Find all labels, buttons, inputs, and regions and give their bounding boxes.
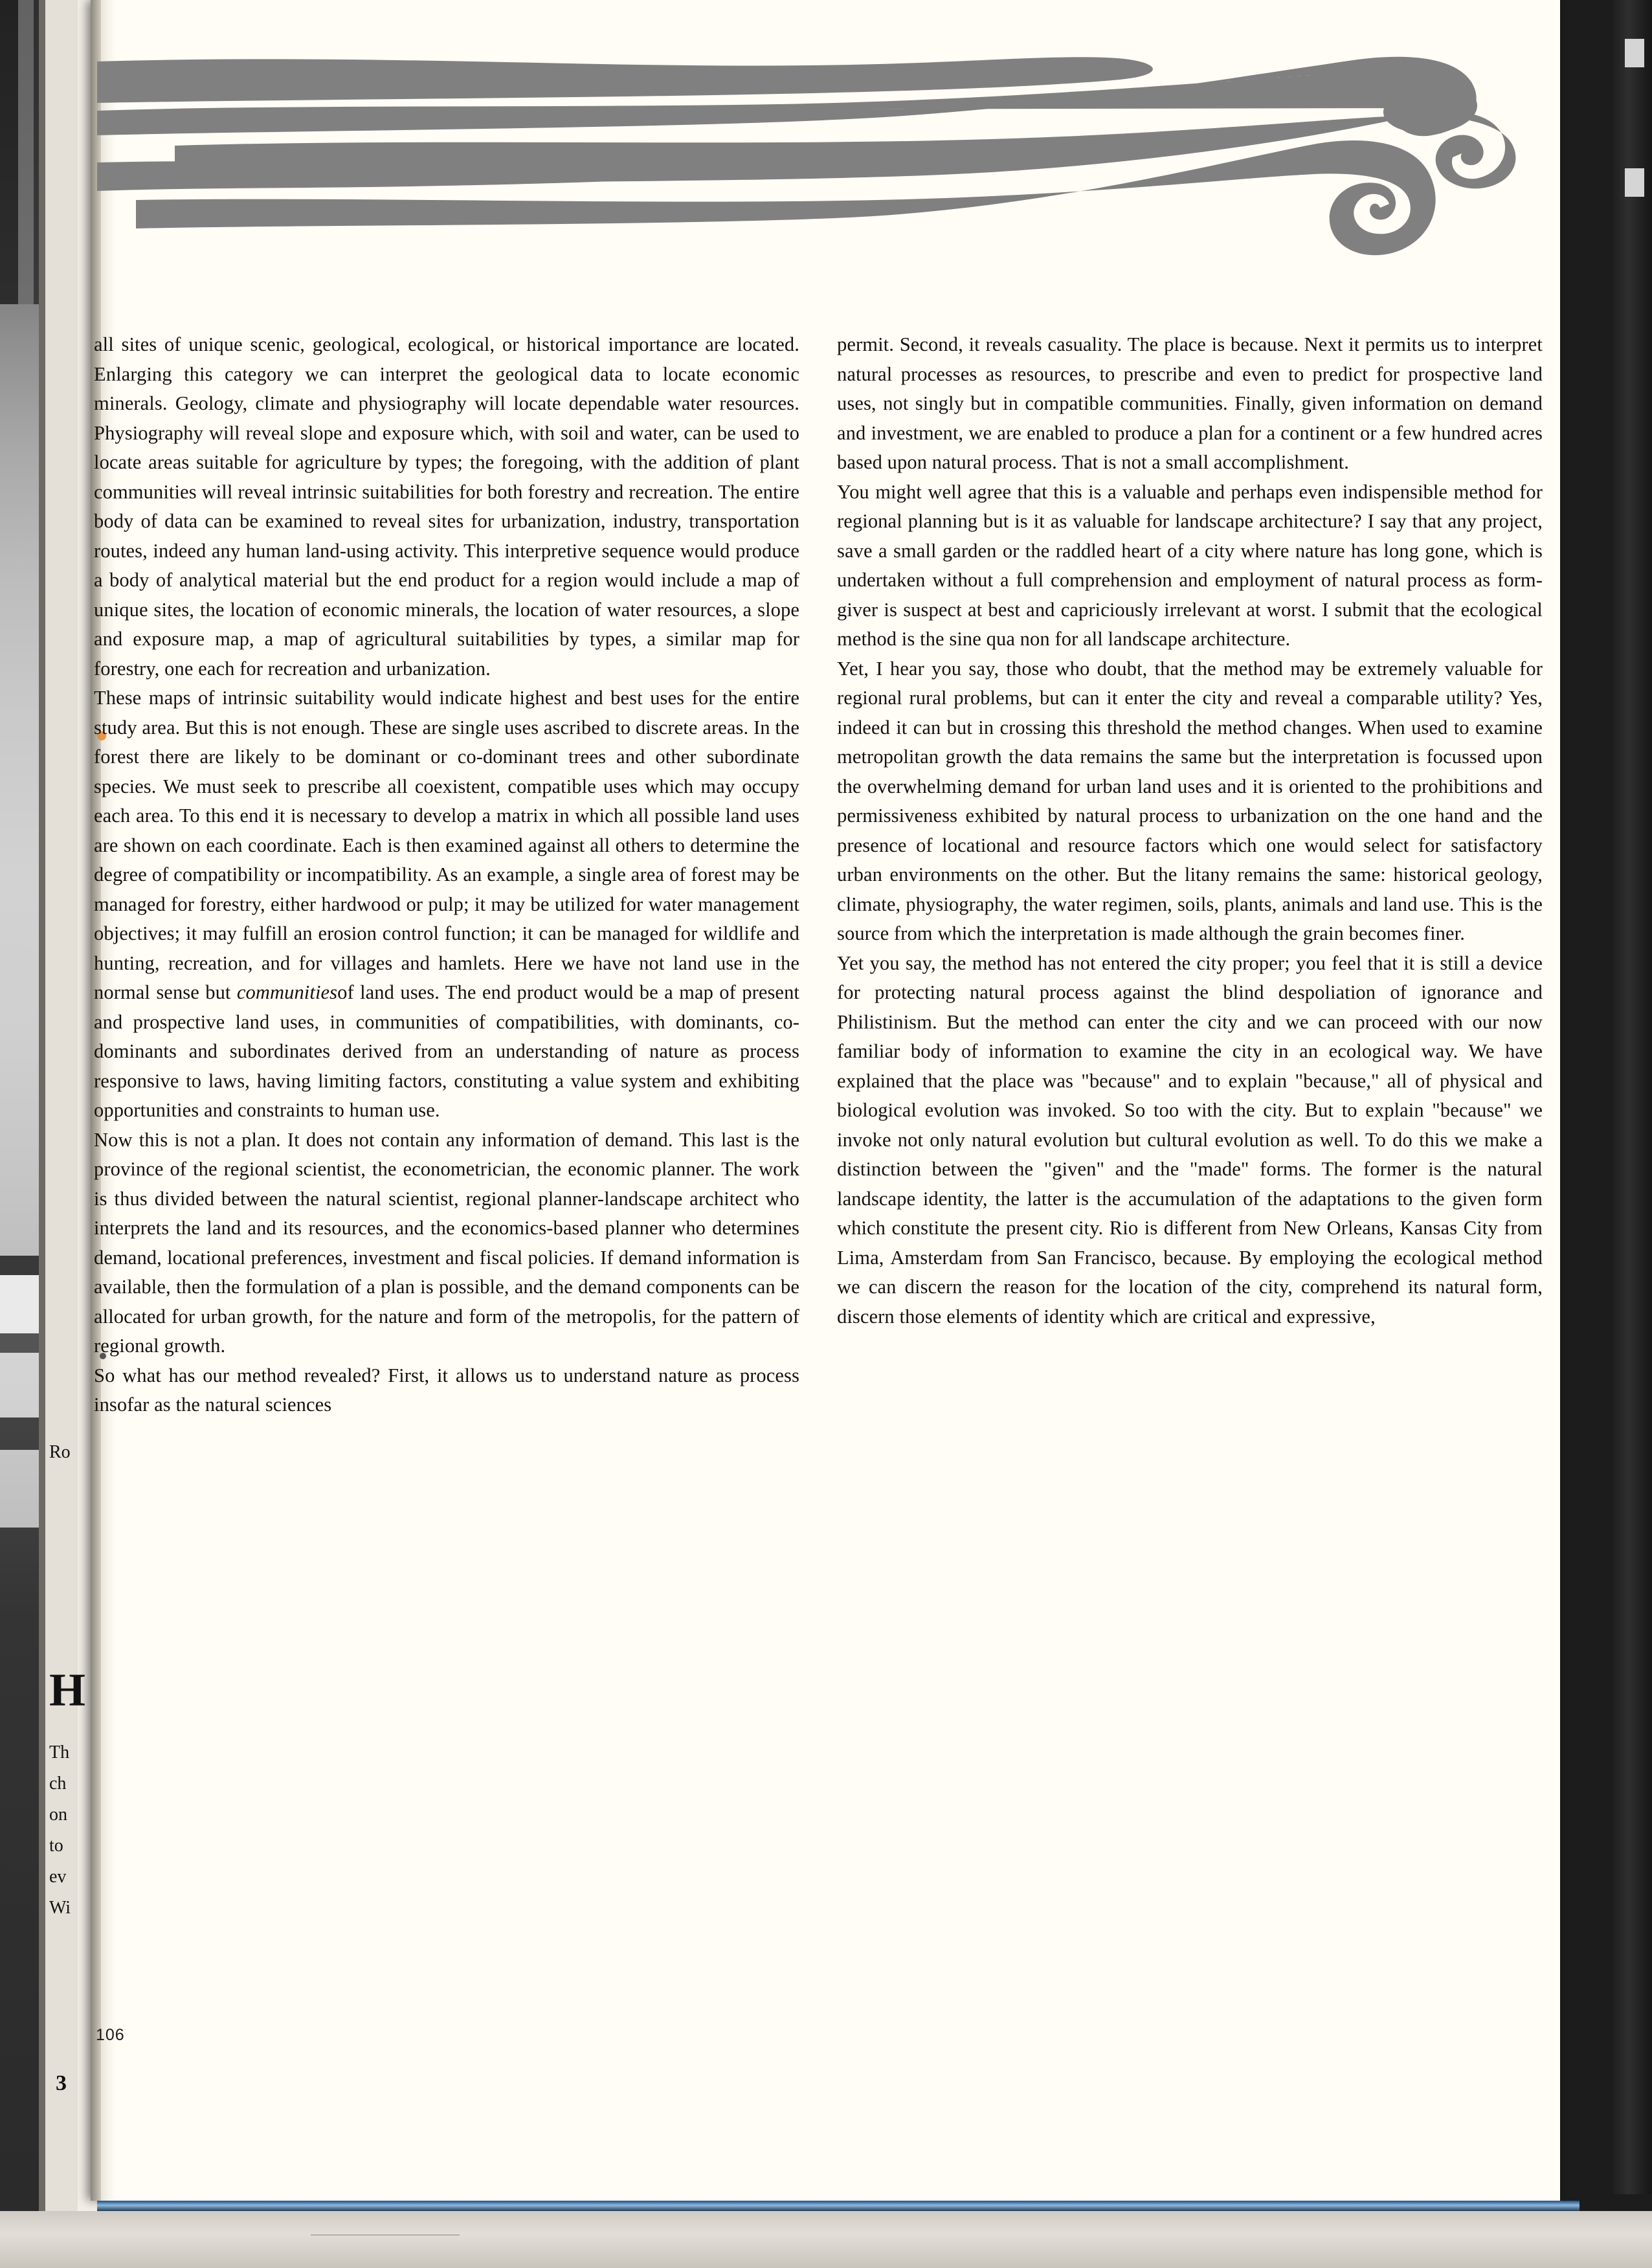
facing-page-fragment-h: H [49, 1664, 86, 1716]
facing-page-fragment-ch: ch [49, 1773, 67, 1794]
facing-page-fragment-ev: ev [49, 1867, 67, 1887]
desk-scratch [311, 2234, 460, 2236]
facing-page-fragment-wi: Wi [49, 1898, 71, 1918]
left-column [94, 330, 799, 1420]
right-edge-tab-1 [1625, 39, 1644, 67]
page-number: 106 [96, 2026, 125, 2044]
right-edge-tab-2 [1625, 168, 1644, 197]
decorative-wave-banner [97, 49, 1554, 262]
facing-page-fragment-to: to [49, 1836, 63, 1856]
paragraph-text: These maps of intrinsic suitability would indicate highest and best uses for the entire study area. But this is not enough. These are single uses ascribed to discrete areas. In the forest there are likely to be dominant or co-dominant trees and other subordinate species. We must seek to prescribe all coexistent, compatible uses which may occupy each area. To this end it is necessary to develop a matrix in which all possible land uses are shown on each coordinate. Each is then examined against all others to determine the degree of compatibility or incompatibility. As an example, a single area of forest may be managed for forestry, either hardwood or pulp; it may be utilized for water management objectives; it may fulfill an erosion control function; it can be managed for wildlife and hunting, recreation, and for villages and hamlets. Here we have not land use in the normal sense but [94, 687, 799, 1003]
paragraph: Now this is not a plan. It does not contain any information of demand. This last is the province of the regional scientist, the econometrician, the economic planner. The work is thus divided between the natural scientist, regional planner-landscape architect who interprets the land and its resources, and the economics-based planner who determines demand, locational preferences, investment and fiscal policies. If demand information is available, then the formulation of a plan is possible, and the demand components can be allocated for urban growth, for the nature and form of the metropolis, for the pattern of regional growth. [94, 1128, 799, 1357]
text-body [94, 330, 1547, 1420]
desk-surface [0, 2211, 1652, 2268]
facing-page-fragment-3: 3 [56, 2071, 67, 2095]
right-column [837, 330, 1543, 1420]
paragraph: permit. Second, it reveals casuality. The place is because. Next it permits us to interpret natural processes as resources, to prescribe and even to predict for prospective land uses, not singly but in compatible communities. Finally, given information on demand and investment, we are enabled to produce a plan for a continent or a few hundred acres based upon natural process. That is not a small accomplishment. [837, 333, 1543, 473]
paragraph: all sites of unique scenic, geological, ecological, or historical importance are located. Enlarging this category we can interpret the geological data to locate economic minerals. Geology, climate and physiography will locate dependable water resources. Physiography will reveal slope and exposure which, with soil and water, can be used to locate areas suitable for agriculture by types; the foregoing, with the addition of plant communities will reveal intrinsic suitabilities for both forestry and recreation. The entire body of data can be examined to reveal sites for urbanization, industry, transportation routes, indeed any human land-using activity. This interpretive sequence would produce a body of analytical material but the end product for a region would include a map of unique sites, the location of economic minerals, the location of water resources, a slope and exposure map, a map of agricultural suitabilities by types, a similar map for forestry, one each for recreation and urbanization. [94, 333, 799, 680]
right-dark-edge [1613, 0, 1652, 2194]
paragraph [94, 684, 799, 1126]
paragraph: Yet you say, the method has not entered the city proper; you feel that it is still a device for protecting natural process against the blind despoliation of ignorance and Philistinism. But the method can enter the city and we can proceed with our now familiar body of information to examine the city in an ecological way. We have explained that the place was "because" and to explain "because," all of physical and biological evolution was invoked. So too with the city. But to explain "because" we invoke not only natural evolution but cultural evolution as well. To do this we make a distinction between the "given" and the "made" forms. The former is the natural landscape identity, the latter is the accumulation of the adaptations to the given form which constitute the present city. Rio is different from New Orleans, Kansas City from Lima, Amsterdam from San Francisco, because. By employing the ecological method we can discern the reason for the location of the city, comprehend its natural form, discern those elements of identity which are critical and expressive, [837, 951, 1543, 1328]
facing-page-fragment-ro: Ro [49, 1442, 71, 1462]
facing-page-fragment-on: on [49, 1805, 67, 1825]
italic-emphasis: communities [236, 981, 338, 1003]
paragraph: You might well agree that this is a valuable and perhaps even indispensible method for regional planning but is it as valuable for landscape architecture? I say that any project, save a small garden or the raddled heart of a city where nature has long gone, which is undertaken without a full comprehension and employment of natural process as form-giver is suspect at best and capriciously irrelevant at worst. I submit that the ecological method is the sine qua non for all landscape architecture. [837, 480, 1543, 650]
paragraph: So what has our method revealed? First, it allows us to understand nature as process insofar as the natural sciences [94, 1364, 799, 1416]
paragraph: Yet, I hear you say, those who doubt, that the method may be extremely valuable for regional rural problems, but can it enter the city and reveal a comparable utility? Yes, indeed it can but in crossing this threshold the method changes. When used to examine metropolitan growth the data remains the same but the interpretation is focussed upon the overwhelming demand for urban land uses and it is oriented to the prohibitions and permissiveness exhibited by natural process to urbanization on the one hand and the presence of locational and resource factors which one would select for satisfactory urban environments on the other. But the litany remains the same: historical geology, climate, physiography, the water regimen, soils, plants, animals and land use. This is the source from which the interpretation is made although the grain becomes finer. [837, 657, 1543, 944]
book-bottom-edge [97, 2201, 1579, 2211]
paragraph-text-continued: of land uses. The end product would be a map of present and prospective land uses, in communities of compatibilities, with dominants, co-dominants and subordinates derived from an understanding of nature as process responsive to laws, having limiting factors, constituting a value system and exhibiting opportunities and constraints to human use. [94, 981, 799, 1121]
facing-page-fragment-th: Th [49, 1742, 70, 1762]
